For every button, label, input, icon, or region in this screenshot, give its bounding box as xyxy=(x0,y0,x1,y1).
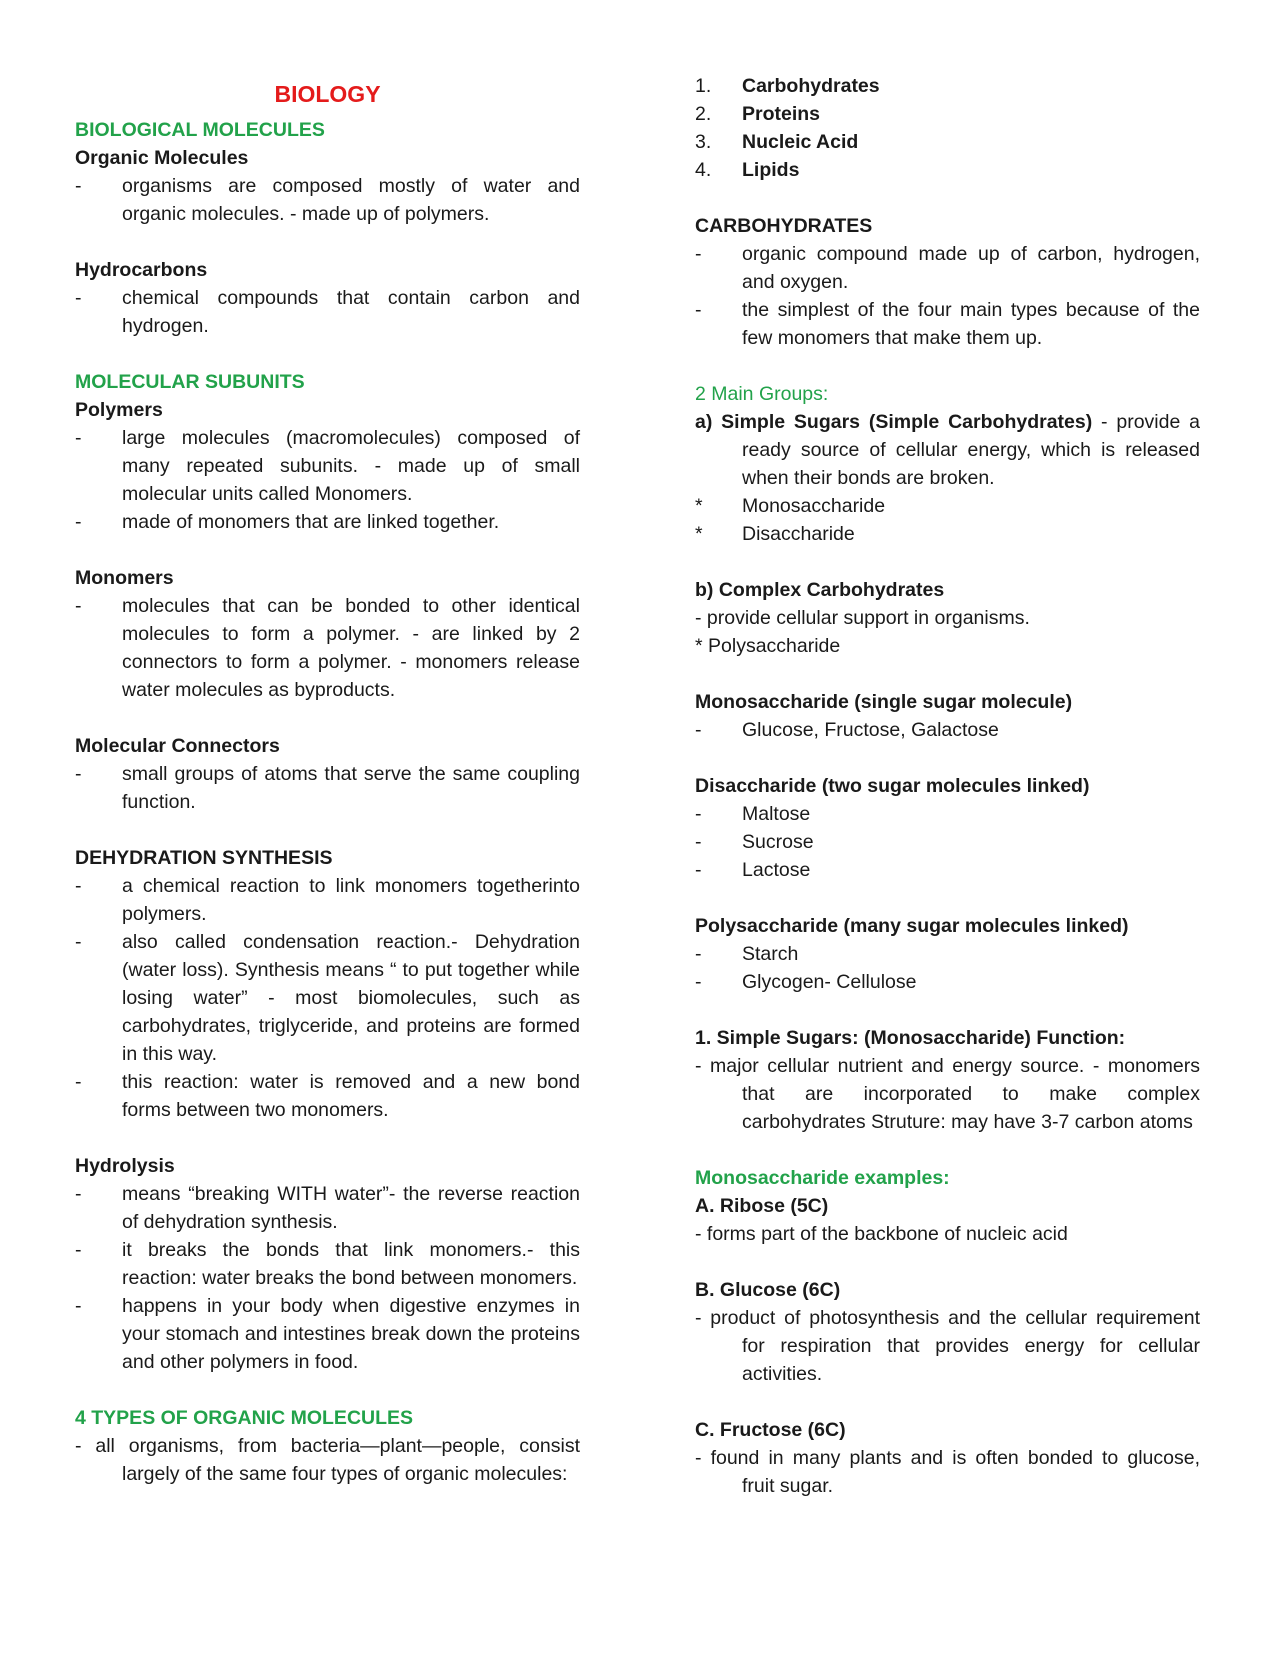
asterisk-marker: * xyxy=(695,495,703,517)
list-number: 1. xyxy=(695,75,712,97)
bullet-text: chemical compounds that contain carbon and hydrogen. xyxy=(122,287,580,337)
list-label: Lipids xyxy=(742,159,800,181)
heading-main-groups: 2 Main Groups: xyxy=(695,383,829,405)
section-heading-biological-molecules: BIOLOGICAL MOLECULES xyxy=(75,119,325,141)
bullet-text: a chemical reaction to link monomers togetherinto polymers. xyxy=(122,875,580,925)
bullet-carbohydrates-2 xyxy=(695,296,1200,352)
heading-simple-sugars-function: 1. Simple Sugars: (Monosaccharide) Function: xyxy=(695,1027,1126,1049)
bullet-text: Maltose xyxy=(742,803,811,825)
heading-monomers: Monomers xyxy=(75,567,174,589)
asterisk-marker: * xyxy=(695,523,703,545)
bullet-text: Sucrose xyxy=(742,831,814,853)
complex-carbs-text: - provide cellular support in organisms. xyxy=(695,607,1030,629)
dash-marker: - xyxy=(695,719,702,741)
section-heading-molecular-subunits: MOLECULAR SUBUNITS xyxy=(75,371,305,393)
bullet-sucrose xyxy=(695,828,1200,856)
dash-marker: - xyxy=(75,875,82,897)
heading-hydrocarbons: Hydrocarbons xyxy=(75,259,208,281)
bullet-text: organic compound made up of carbon, hydrogen, and oxygen. xyxy=(742,243,1200,293)
list-item xyxy=(695,128,1200,156)
dash-marker: - xyxy=(75,1183,82,1205)
bullet-text: Starch xyxy=(742,943,799,965)
heading-fructose: C. Fructose (6C) xyxy=(695,1419,846,1441)
list-number: 3. xyxy=(695,131,712,153)
dash-marker: - xyxy=(695,943,702,965)
bullet-text: organisms are composed mostly of water and organic molecules. - made up of polymers. xyxy=(122,175,580,225)
heading-ribose: A. Ribose (5C) xyxy=(695,1195,829,1217)
dash-marker: - xyxy=(695,803,702,825)
bullet-text: the simplest of the four main types because of the few monomers that make them up. xyxy=(742,299,1200,349)
bullet-text: means “breaking WITH water”- the reverse reaction of dehydration synthesis. xyxy=(122,1183,580,1233)
heading-molecular-connectors: Molecular Connectors xyxy=(75,735,280,757)
dash-marker: - xyxy=(75,1071,82,1093)
bullet-maltose xyxy=(695,800,1200,828)
bullet-polymers-1 xyxy=(75,424,580,508)
bullet-text: Monosaccharide xyxy=(742,495,886,517)
bullet-text: also called condensation reaction.- Dehydration (water loss). Synthesis means “ to put together while losing water” - most biomolecules, such as carbohydrates, triglyceride, and proteins are formed in this way. xyxy=(122,931,580,1065)
dash-marker: - xyxy=(75,1295,82,1317)
paragraph-simple-sugars xyxy=(695,408,1200,492)
paragraph-glucose: - product of photosynthesis and the cellular requirement for respiration that provides energy for cellular activities. xyxy=(695,1307,1200,1385)
heading-monosaccharide: Monosaccharide (single sugar molecule) xyxy=(695,691,1073,713)
bullet-text: large molecules (macromolecules) composed of many repeated subunits. - made up of small molecular units called Monomers. xyxy=(122,427,580,505)
bullet-disaccharide xyxy=(695,520,1200,548)
bullet-hydrolysis-1 xyxy=(75,1180,580,1236)
bullet-text: molecules that can be bonded to other identical molecules to form a polymer. - are linked by 2 connectors to form a polymer. - monomers release water molecules as byproducts. xyxy=(122,595,580,701)
simple-sugars-label: a) Simple Sugars (Simple Carbohydrates) xyxy=(695,411,1093,433)
list-label: Proteins xyxy=(742,103,821,125)
bullet-monomers xyxy=(75,592,580,704)
dash-marker: - xyxy=(75,427,82,449)
bullet-hydrocarbons xyxy=(75,284,580,340)
dash-marker: - xyxy=(695,299,702,321)
heading-glucose: B. Glucose (6C) xyxy=(695,1279,841,1301)
dash-marker: - xyxy=(75,763,82,785)
dash-marker: - xyxy=(695,971,702,993)
dash-marker: - xyxy=(75,511,82,533)
bullet-monosaccharide-examples xyxy=(695,716,1200,744)
heading-carbohydrates: CARBOHYDRATES xyxy=(695,215,873,237)
heading-dehydration-synthesis: DEHYDRATION SYNTHESIS xyxy=(75,847,333,869)
list-number: 4. xyxy=(695,159,712,181)
list-item xyxy=(695,72,1200,100)
bullet-dehydration-1 xyxy=(75,872,580,928)
right-column xyxy=(695,72,1200,1500)
section-heading-four-types: 4 TYPES OF ORGANIC MOLECULES xyxy=(75,1407,414,1429)
list-label: Nucleic Acid xyxy=(742,131,859,153)
dash-marker: - xyxy=(75,175,82,197)
heading-polymers: Polymers xyxy=(75,399,163,421)
bullet-text: Glucose, Fructose, Galactose xyxy=(742,719,999,741)
heading-hydrolysis: Hydrolysis xyxy=(75,1155,175,1177)
dash-marker: - xyxy=(75,595,82,617)
bullet-starch xyxy=(695,940,1200,968)
bullet-text: made of monomers that are linked together. xyxy=(122,511,500,533)
bullet-text: small groups of atoms that serve the same coupling function. xyxy=(122,763,580,813)
paragraph-fructose: - found in many plants and is often bonded to glucose, fruit sugar. xyxy=(695,1447,1200,1497)
simple-sugars-text: - provide a ready source of cellular energy, which is released when their bonds are broken. xyxy=(742,411,1200,489)
paragraph-function: - major cellular nutrient and energy source. - monomers that are incorporated to make complex carbohydrates Struture: may have 3-7 carbon atoms xyxy=(695,1055,1200,1133)
dash-marker: - xyxy=(75,287,82,309)
bullet-hydrolysis-2 xyxy=(75,1236,580,1292)
paragraph-ribose: - forms part of the backbone of nucleic acid xyxy=(695,1223,1068,1245)
complex-carbs-polysaccharide: * Polysaccharide xyxy=(695,635,841,657)
heading-monosaccharide-examples: Monosaccharide examples: xyxy=(695,1167,950,1189)
bullet-text: Lactose xyxy=(742,859,811,881)
heading-complex-carbohydrates: b) Complex Carbohydrates xyxy=(695,579,945,601)
bullet-organic-molecules xyxy=(75,172,580,228)
bullet-polymers-2 xyxy=(75,508,580,536)
bullet-dehydration-2 xyxy=(75,928,580,1068)
page-title: BIOLOGY xyxy=(274,81,381,107)
dash-marker: - xyxy=(695,859,702,881)
dash-marker: - xyxy=(75,1239,82,1261)
list-number: 2. xyxy=(695,103,712,125)
bullet-glycogen xyxy=(695,968,1200,996)
heading-polysaccharide: Polysaccharide (many sugar molecules linked) xyxy=(695,915,1129,937)
bullet-text: Glycogen- Cellulose xyxy=(742,971,917,993)
list-label: Carbohydrates xyxy=(742,75,880,97)
bullet-carbohydrates-1 xyxy=(695,240,1200,296)
bullet-text: happens in your body when digestive enzymes in your stomach and intestines break down the proteins and other polymers in food. xyxy=(122,1295,580,1373)
dash-marker: - xyxy=(695,243,702,265)
heading-disaccharide: Disaccharide (two sugar molecules linked) xyxy=(695,775,1090,797)
bullet-lactose xyxy=(695,856,1200,884)
bullet-text: Disaccharide xyxy=(742,523,855,545)
dash-marker: - xyxy=(695,831,702,853)
left-column xyxy=(75,72,580,1488)
bullet-hydrolysis-3 xyxy=(75,1292,580,1376)
bullet-text: it breaks the bonds that link monomers.- this reaction: water breaks the bond between monomers. xyxy=(122,1239,580,1289)
heading-organic-molecules: Organic Molecules xyxy=(75,147,249,169)
bullet-dehydration-3 xyxy=(75,1068,580,1124)
bullet-monosaccharide xyxy=(695,492,1200,520)
bullet-molecular-connectors xyxy=(75,760,580,816)
paragraph-four-types: - all organisms, from bacteria—plant—people, consist largely of the same four types of organic molecules: xyxy=(75,1435,580,1485)
bullet-text: this reaction: water is removed and a new bond forms between two monomers. xyxy=(122,1071,580,1121)
list-item xyxy=(695,156,1200,184)
dash-marker: - xyxy=(75,931,82,953)
list-item xyxy=(695,100,1200,128)
